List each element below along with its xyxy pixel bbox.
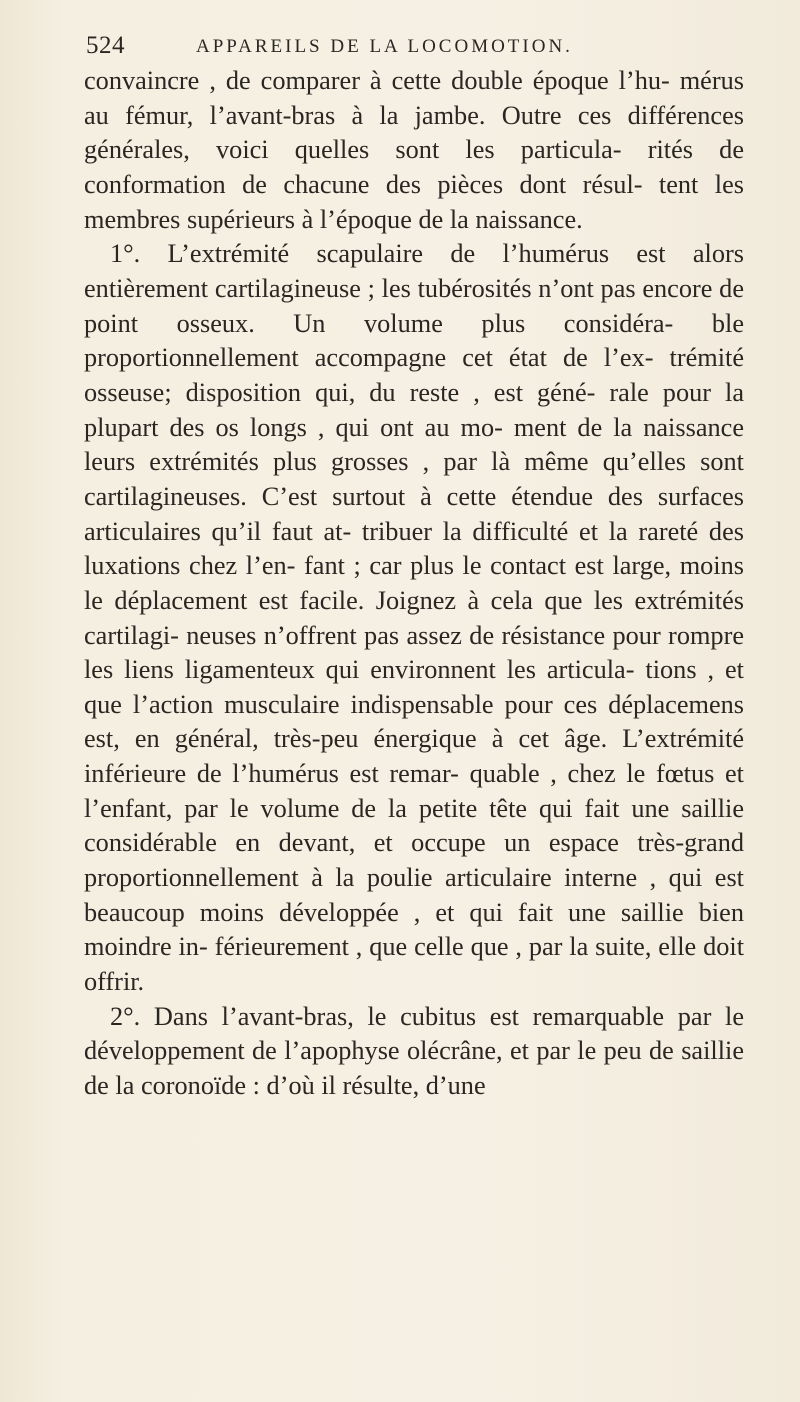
paragraph-humerus: 1°. L’extrémité scapulaire de l’humérus est alors entièrement cartilagineuse ; les tubérosités n’ont pas encore de point osseux. Un volume plus considéra- ble proportionnellement accompagne cet état de l’ex- trémité osseuse; disposition qui, du reste , est géné- rale pour la plupart des os longs , qui ont au mo- ment de la naissance leurs extrémités plus grosses , par là même qu’elles sont cartilagineuses. C’est surtout à cette étendue des surfaces articulaires qu’il faut at- tribuer la difficulté et la rareté des luxations chez l’en- fant ; car plus le contact est large, moins le déplacement est facile. Joignez à cela que les extrémités cartilagi- neuses n’offrent pas assez de résistance pour rompre les liens ligamenteux qui environnent les articula- tions , et que l’action musculaire indispensable pour ces déplacemens est, en général, très-peu énergique à cet âge. L’extrémité inférieure de l’humérus est remar- quable , chez le fœtus et l’enfant, par le volume de la petite tête qui fait une saillie considérable en devant, et occupe un espace très-grand proportionnellement à la poulie articulaire interne , qui est beaucoup moins développée , et qui fait une saillie bien moindre in- férieurement , que celle que , par la suite, elle doit offrir.	[84, 239, 744, 997]
paragraph-forearm: 2°. Dans l’avant-bras, le cubitus est remarquable par le développement de l’apophyse olécrâne, et par le peu de saillie de la coronoïde : d’où il résulte, d’une	[84, 1001, 744, 1101]
page-number: 524	[86, 32, 125, 59]
page-header	[86, 28, 726, 62]
paragraph-intro: convaincre , de comparer à cette double époque l’hu- mérus au fémur, l’avant-bras à la jambe. Outre ces différences générales, voici quelles sont les particula- rités de conformation de chacune des pièces dont résul- tent les membres supérieurs à l’époque de la naissance.	[84, 66, 744, 234]
body-text	[84, 64, 744, 1104]
running-title: APPAREILS DE LA LOCOMOTION.	[196, 36, 573, 57]
